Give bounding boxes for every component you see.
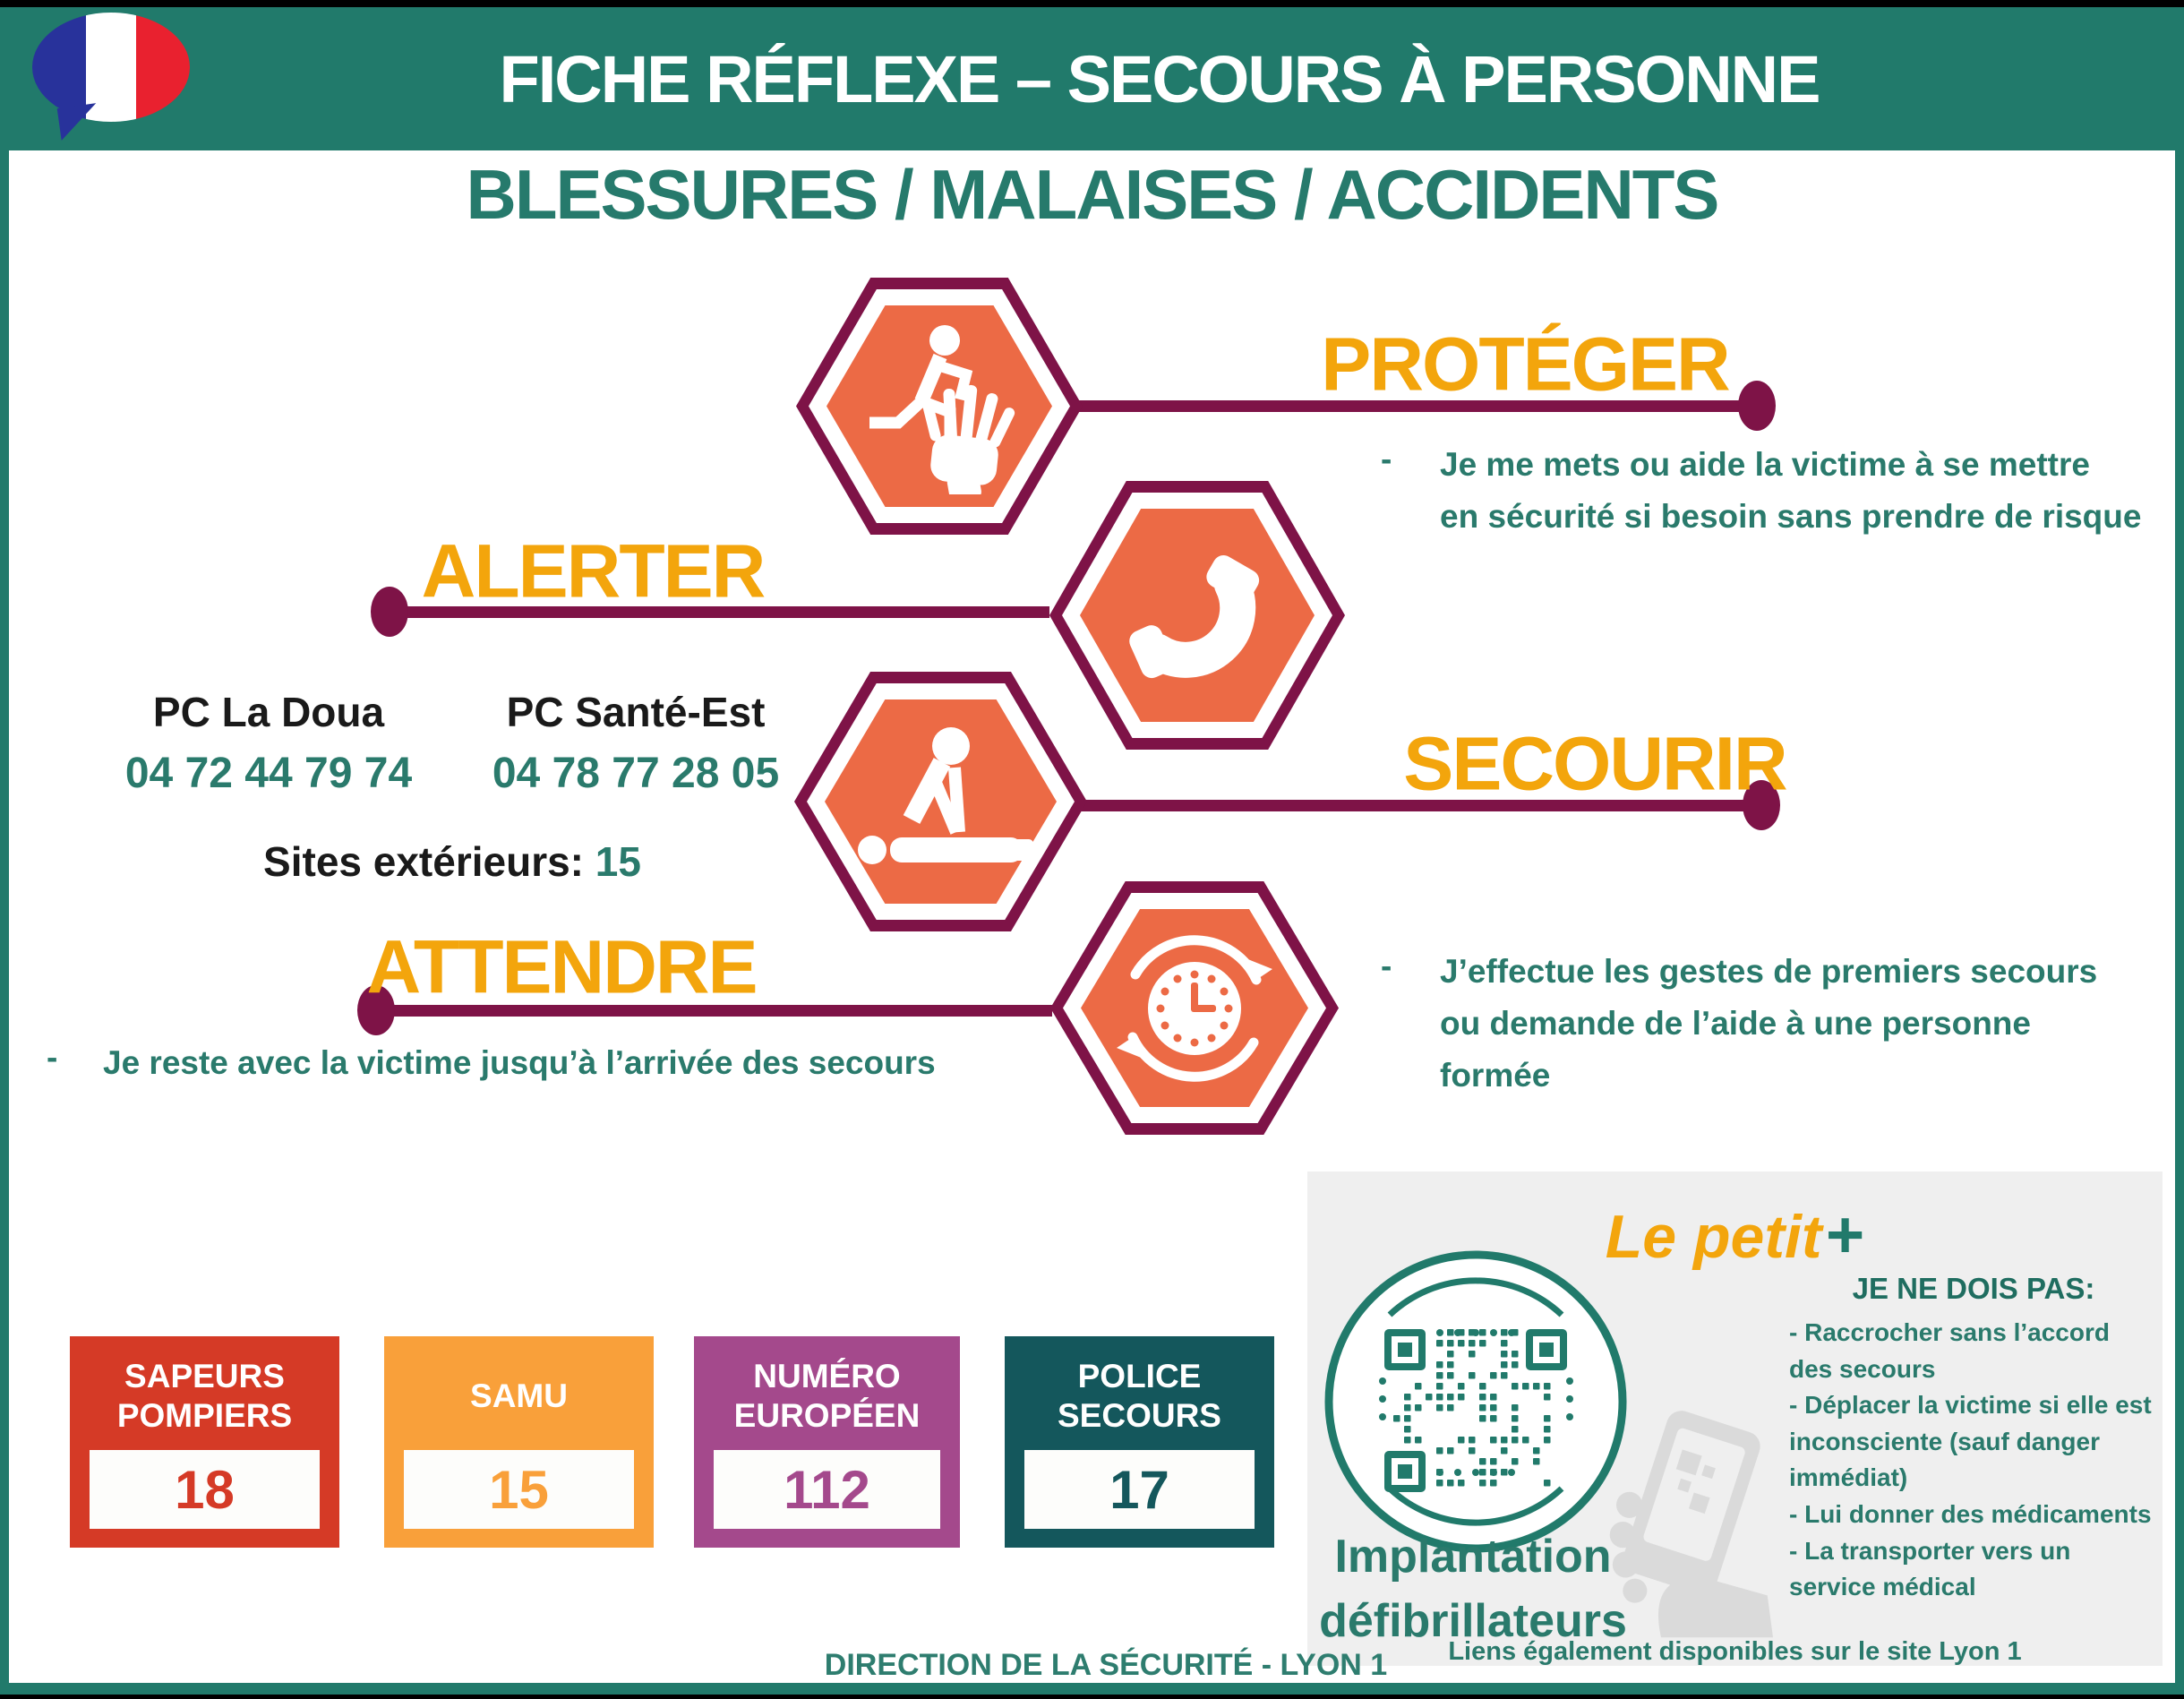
alerter-label: ALERTER	[421, 528, 765, 614]
phone-handset-icon	[1117, 535, 1278, 696]
card-samu	[384, 1336, 654, 1548]
left-border	[0, 150, 9, 1695]
pc-la-doua-phone: 04 72 44 79 74	[124, 750, 413, 797]
le-petit-plus-panel	[1307, 1171, 2163, 1666]
footer-bar	[0, 1683, 2184, 1695]
qr-code	[1315, 1247, 1637, 1560]
je-ne-dois-pas-title: JE NE DOIS PAS:	[1852, 1272, 2095, 1305]
right-border	[2175, 150, 2184, 1695]
card-number: 17	[1024, 1450, 1255, 1529]
card-number: 15	[404, 1450, 634, 1529]
dont-item: - Raccrocher sans l’accord des secours	[1789, 1318, 2110, 1383]
card-label: SAPEURS POMPIERS	[116, 1357, 293, 1434]
card-numero-europeen	[694, 1336, 960, 1548]
sites-exterieurs-label: Sites extérieurs:	[263, 838, 585, 885]
attendre-desc-dash: -	[47, 1039, 58, 1076]
le-petit-text: Le petit	[1605, 1203, 1822, 1271]
proteger-label: PROTÉGER	[1321, 322, 1729, 407]
alerter-hexagon	[1049, 481, 1345, 750]
speech-bubble-tail	[57, 103, 101, 141]
proteger-desc-dash: -	[1381, 441, 1392, 477]
subtitle: BLESSURES / MALAISES / ACCIDENTS	[466, 155, 1718, 234]
top-border	[0, 0, 2184, 7]
panel-footnote: Liens également disponibles sur le site Lyon 1	[1448, 1637, 2022, 1666]
panel-title	[1606, 1197, 1864, 1273]
secourir-desc-dash: -	[1381, 948, 1392, 984]
qr-caption-line2: défibrillateurs	[1319, 1595, 1627, 1647]
dont-item: - La transporter vers un service médical	[1789, 1536, 2071, 1601]
pc-la-doua-label: PC La Doua	[152, 689, 385, 735]
plus-sign: +	[1826, 1197, 1865, 1272]
page-title: FICHE RÉFLEXE – SECOURS À PERSONNE	[499, 41, 1820, 116]
card-label: SAMU	[470, 1377, 568, 1414]
card-police-secours	[1005, 1336, 1274, 1548]
card-number: 112	[714, 1450, 940, 1529]
footer-text: DIRECTION DE LA SÉCURITÉ - LYON 1	[824, 1648, 1388, 1682]
flag-stripe-red	[136, 13, 190, 122]
card-sapeurs-pompiers	[70, 1336, 339, 1548]
je-ne-dois-pas-block	[1789, 1272, 2158, 1606]
attendre-description: Je reste avec la victime jusqu’à l’arrivée des secours	[103, 1044, 936, 1081]
secourir-label: SECOURIR	[1403, 721, 1786, 806]
card-label: POLICE SECOURS	[1058, 1357, 1221, 1434]
attendre-label: ATTENDRE	[366, 924, 757, 1009]
sites-exterieurs	[263, 837, 641, 886]
qr-caption-line1: Implantation	[1334, 1531, 1612, 1583]
pc-sante-est-phone: 04 78 77 28 05	[492, 750, 780, 797]
secourir-hexagon	[794, 672, 1087, 931]
proteger-hexagon	[796, 278, 1083, 535]
proteger-description: Je me mets ou aide la victime à se mettre en sécurité si besoin sans prendre de risque	[1440, 446, 2142, 535]
evacuate-runner-hand-icon	[850, 319, 1029, 494]
alerter-line-dot	[371, 587, 408, 637]
sites-exterieurs-number: 15	[595, 838, 641, 885]
attendre-hexagon	[1050, 881, 1339, 1135]
card-label: NUMÉRO EUROPÉEN	[733, 1357, 921, 1434]
dont-item: - Déplacer la victime si elle est inconsciente (sauf danger immédiat)	[1789, 1391, 2152, 1492]
pc-sante-est-label: PC Santé-Est	[506, 689, 766, 735]
secourir-description: J’effectue les gestes de premiers secours ou demande de l’aide à une personne formée	[1440, 953, 2098, 1094]
speech-bubble-flag	[32, 13, 190, 122]
bottom-border	[0, 1695, 2184, 1699]
card-number: 18	[90, 1450, 320, 1529]
header	[0, 7, 2184, 150]
dont-item: - Lui donner des médicaments	[1789, 1499, 2152, 1528]
waiting-clock-icon	[1109, 923, 1280, 1094]
cpr-icon	[845, 721, 1037, 882]
proteger-line-dot	[1738, 381, 1776, 431]
french-flag-bubble-logo	[32, 13, 193, 140]
